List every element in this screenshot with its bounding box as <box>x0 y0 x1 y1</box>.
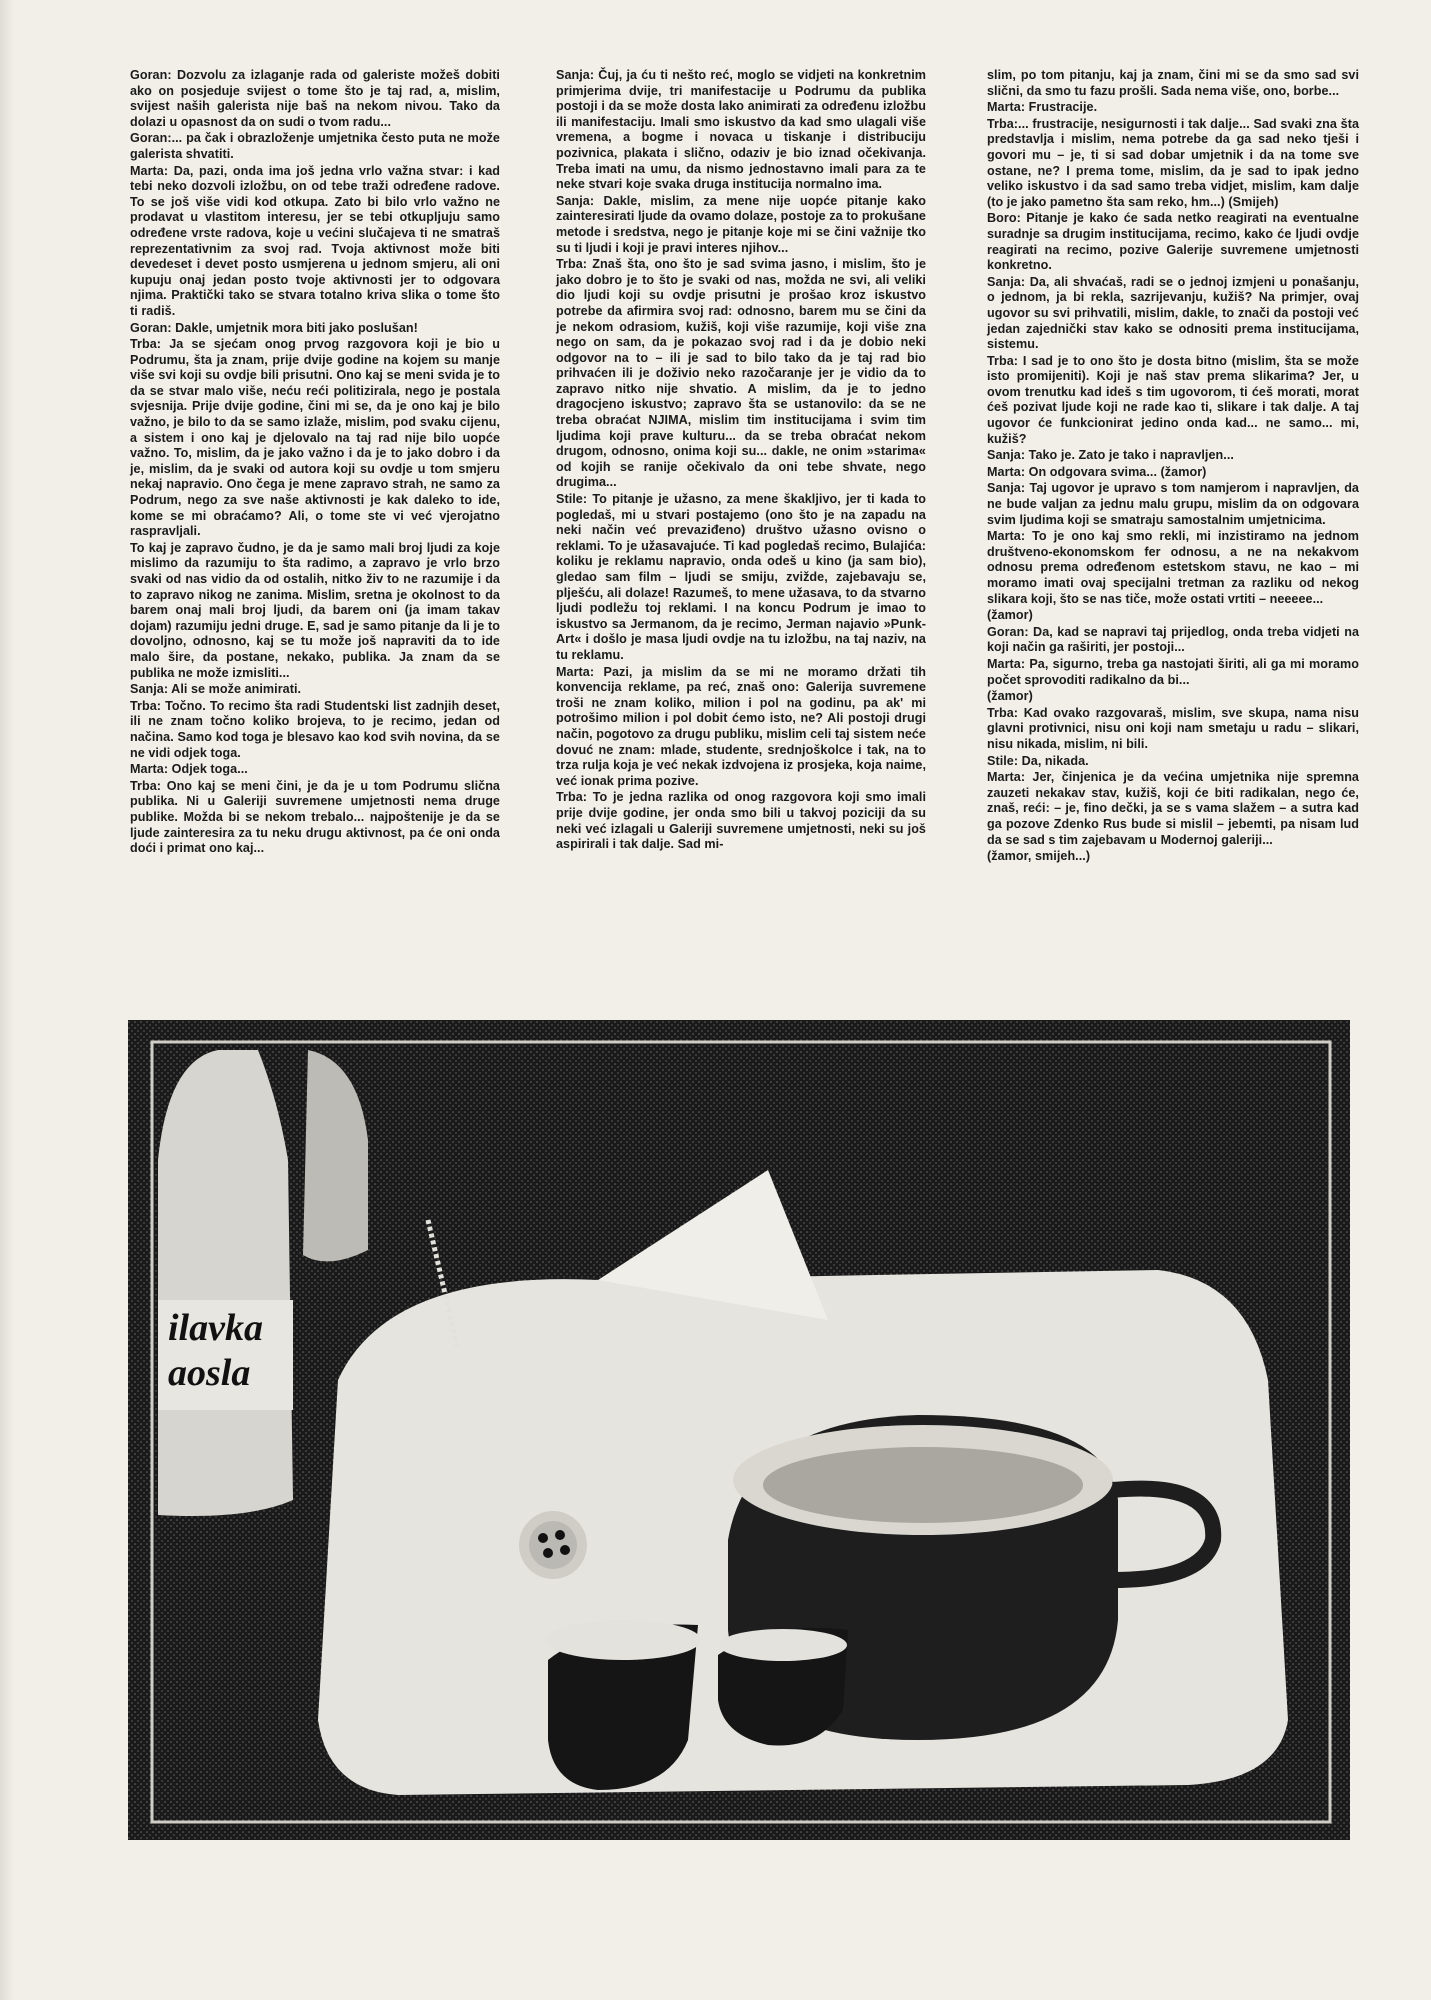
paragraph: Marta: Pa, sigurno, treba ga nastojati širiti, ali ga mi moramo počet sprovoditi radikalno da bi... <box>987 656 1359 687</box>
text-column-3 <box>987 68 1359 866</box>
paragraph: Marta: On odgovara svima... (žamor) <box>987 464 1207 479</box>
page-edge-shadow <box>0 0 14 2000</box>
paragraph: (žamor) <box>987 689 1033 704</box>
paragraph: Trba: Ono kaj se meni čini, je da je u tom Podrumu slična publika. Ni u Galeriji suvremene umjetnosti nema druge publike. Možda bi se nekom trebalo... najpoštenije je da se ljude zainteresira za tu neku drugu aktivnost, pa će oni onda doći i primat ono kaj... <box>130 778 500 856</box>
paragraph: Stile: Da, nikada. <box>987 753 1089 768</box>
paragraph: Sanja: Dakle, mislim, za mene nije uopće pitanje kako zainteresirati ljude da ovamo dolaze, postoje za to prokušane metode i sredstva, nego je pitanje koje mi se čini važnije tko su ti ljudi i koji je pravi interes njihov... <box>556 193 926 255</box>
bottle <box>158 1050 293 1516</box>
paragraph: Marta: Odjek toga... <box>130 762 248 777</box>
paragraph: Sanja: Da, ali shvaćaš, radi se o jednoj izmjeni u ponašanju, o jednom, ja bi rekla, sazrijevanju, kužiš? Na primjer, ovaj ugovor su svi prihvatili, mislim, dakle, to znači da postoji već jedan zajednički stav kako se odnositi prema institucijama, sistemu. <box>987 274 1359 352</box>
text-column-2 <box>556 68 926 854</box>
paragraph: (žamor) <box>987 608 1033 623</box>
paragraph: Sanja: Taj ugovor je upravo s tom namjerom i napravljen, da ne bude valjan za jednu malu grupu, mislim da on odgovara svim ljudima koji se smatraju samostalnim umjetnicima. <box>987 481 1359 527</box>
paragraph: Stile: To pitanje je užasno, za mene škakljivo, jer ti kada to pogledaš, mi u stvari postajemo (ono što je na zapadu na neki način već prevaziđeno) društvo užasno ovisno o reklami. To je užasavajuće. Ti kad pogledaš recimo, Bulajića: koliku je reklamu napravio, onda odeš u kino (ja sam bio), gledao sam film – ljudi se smiju, zviždе, zajebavaju se, plješću, ali dolaze! Razumeš, to mene užasava, to da stvarno ljudi podležu toj reklami. I na koncu Podrum je imao to iskustvo sa Jermanom, da je recimo, Jerman najavio »Punk-Art« i došlo je masa ljudi ovdje na tu izložbu, na taj naziv, na tu reklamu. <box>556 492 926 662</box>
paragraph: Goran: Da, kad se napravi taj prijedlog, onda treba vidjeti na koji način ga raširiti, jer postoji... <box>987 624 1359 655</box>
paragraph: Marta: Da, pazi, onda ima još jedna vrlo važna stvar: i kad tebi neko dozvoli izložbu, on od tebe traži određene radove. To se još više vidi kod otkupa. Zato bi bilo vrlo važno ne prodavat u vlastitom interesu, jer se tebi otkupljuju samo određene vrste radova, koje u većini slučajeva ti ne smatraš reprezentativnim za svoj rad. Tvoja aktivnost može biti devedeset i devet posto usmjerena u jednom smjeru, ali oni kupuju onaj jedan posto tvoje aktivnosti jer to odgovara njima. Praktički tako se stvara totalno kriva slika o tome što ti radiš. <box>130 163 500 318</box>
paragraph: Goran:... pa čak i obrazloženje umjetnika često puta ne može galerista shvatiti. <box>130 131 500 161</box>
bottle-label-line-1: ilavka <box>168 1307 263 1349</box>
paragraph: Boro: Pitanje je kako će sada netko reagirati na eventualne suradnje sa drugim institucijama, recimo, kako će ljudi ovdje reagirati na recimo, pozive Galerije suvremene umjetnosti konkretno. <box>987 211 1359 273</box>
paragraph: Marta: Frustracije. <box>987 100 1098 115</box>
paragraph: Marta: To je ono kaj smo rekli, mi inzistiramo na jednom društveno-ekonomskom fer odnosu, a ne na nekakvom odnosu prema određenom estetskom stavu, ne kao – mi moramo imati ovaj specijalni tretman za razliku od nekog slikara koji, što se nas tiče, može ostati vrtiti – neeeee... <box>987 529 1359 606</box>
paragraph: To kaj je zapravo čudno, je da je samo mali broj ljudi za koje mislimo da razumiju to šta radimo, a zapravo je vrlo brzo svaki od nas vidio da od ostalih, nitko živ to ne razumije i da to zapravo nikog ne zanima. Mislim, sretna je okolnost to da barem onaj mali broj ljudi, da barem oni (ja imam takav dojam) razumiju jedni druge. E, sad je samo pitanje da li je to dovoljno, odnosno, kaj se tu može još napraviti da to ide malo šire, da postane, nekako, publika. Ja znam da se publika ne može izmisliti... <box>130 540 500 680</box>
paragraph: Sanja: Tako je. Zato je tako i napravljen... <box>987 448 1234 463</box>
paragraph: Trba: Znaš šta, ono što je sad svima jasno, i mislim, što je jako dobro je to što je svaki od nas, možda ne svi, ali veliki dio ljudi koji su ovdje prisutni je prošao kroz iskustvo potrebe da afirmira svoj rad: odnosno, barem mu se čini da je nekom odrasiom, kužiš, koji više razumije, koji više zna nego on sam, da je pokazao svoj rad i da je dobio neki odgovor na to – ili je sad to bilo tako da je taj rad bio prihvaćen ili je doživio neko razočaranje jer je vidio da to zapravo nitko nije shvatio. A mislim, da je to jedno dragocjeno iskustvo; zapravo šta se ustanovilo: da se ne treba obraćat NJIMA, mislim tim institucijama i svim tim ljudima koji prave kulturu... da se treba obraćat nekom drugom, odnosno, onima koji su... dakle, ne onim »starima« od kojih se ranije očekivalo da oni tebe shvate, nego drugima... <box>556 257 926 490</box>
paragraph: Goran: Dozvolu za izlaganje rada od galeriste možeš dobiti ako on posjeduje svijest o tome što je taj rad, a, mislim, svijest naših galerista nije baš na nekom nivou. Tako da dolazi u opasnost da on sudi o tvom radu... <box>130 68 500 129</box>
paragraph: Trba: Ja se sjećam onog prvog razgovora koji je bio u Podrumu, šta ja znam, prije dvije godine na kojem su manje više svi koji su ovdje bili prisutni. Ono kaj se meni svida je to da se stvar malo više, neću reći politizirala, nego je postala svjesnija. Prije dvije godine, čini mi se, da je ono kaj je bilo važno, je bilo to da se samo izlaže, mislim, pod svaku cijenu, a sistem i ono kaj je djelovalo na taj rad nije bilo uopće važno. To, mislim, da je jako važno i da je to jako dobro i da je, mislim, da je svaki od autora koji su ovdje u tom smjeru nekaj napravio. Ono čega je mene zapravo strah, ne samo za Podrum, nego za sve naše aktivnosti je kak daleko to ide, kome se mi obraćamo? Ali, o tome ste vi već vjerojatno raspravljali. <box>130 337 500 539</box>
paragraph: Sanja: Ali se može animirati. <box>130 682 302 697</box>
paragraph: Trba: To je jedna razlika od onog razgovora koji smo imali prije dvije godine, jer onda smo bili u takvoj poziciji da su neki već izlagali u Galeriji suvremene umjetnosti, neki su još aspirirali i tak dalje. Sad mi- <box>556 790 926 852</box>
sink-photo-illustration <box>128 1020 1350 1840</box>
paragraph: Sanja: Čuj, ja ću ti nešto reć, moglo se vidjeti na konkretnim primjerima dvije, tri manifestacije u Podrumu da publika postoji i da se može dosta lako animirati za određenu izložbu ili manifestaciju. Imali smo iskustvo da kad smo ulagali više vremena, a bogme i novaca u tiskanje i distribuciju pozivnica, plakata i slično, odaziv je bio iznad očekivanja. Treba imati na umu, da nismo jednostavno imali para za te neke stvari koje svaka druga institucija normalno ima. <box>556 68 926 192</box>
paragraph: Marta: Jer, činjenica je da većina umjetnika nije spremna zauzeti nekakav stav, kužiš, koji će biti radikalan, nego će, znaš, reći: – je, fino dečki, ja se s vama slažem – a sutra kad ga pozove Zdenko Rus bude si mislil – jebemti, pa nisam lud da se sad s tim zajebavam u Modernoj galeriji... <box>987 770 1359 847</box>
paragraph: Trba: I sad je to ono što je dosta bitno (mislim, šta se može isto promijeniti). Koji je naš stav prema slikarima? Jer, u ovom trenutku kad ideš s tim ugovorom, ti ćeš morati, morat ćeš pozivat ljude koji ne rade kao ti, slikare i tak dalje. A taj ugovor će funkcionirat jedino onda kad... ne samo... mi, kužiš? <box>987 353 1359 446</box>
paragraph: Goran: Dakle, umjetnik mora biti jako poslušan! <box>130 320 418 335</box>
text-column-1 <box>130 68 500 858</box>
bottle-label-line-2: aosla <box>168 1352 251 1394</box>
paragraph: Trba: Kad ovako razgovaraš, mislim, sve skupa, nama nisu glavni protivnici, nisu oni koji nam smetaju u radu – slikari, nisu nikada, mislim, ni bili. <box>987 705 1359 751</box>
sink-photograph <box>128 1020 1350 1840</box>
paragraph: Trba:... frustracije, nesigurnosti i tak dalje... Sad svaki zna šta predstavlja i mislim, nema potrebe da ga sad neko tješi i govori mu – je, ti si sad dobar umjetnik i da na tome sve ostane, ne? I prema tome, mislim, da je sad to ipak jedno veliko iskustvo i da sad samo treba vidjet, mislim, kam dalje (to je jako pametno šta sam reko, hm...) (Smijeh) <box>987 116 1359 209</box>
paragraph: slim, po tom pitanju, kaj ja znam, čini mi se da smo sad svi slični, da smo tu fazu prošli. Sada nema više, ono, borbe... <box>987 68 1359 98</box>
paragraph: Trba: Točno. To recimo šta radi Studentski list zadnjih deset, ili ne znam točno koliko brojeva, to je recimo, jedan od načina. Samo kod toga je blesavo kao kod svih novina, da se ne vidi odjek toga. <box>130 698 500 760</box>
paragraph: Marta: Pazi, ja mislim da se mi ne moramo držati tih konvencija reklame, pa reć, znaš ono: Galerija suvremene troši ne znam koliko, milion i pol na godinu, pa ak' mi potrošimo milion i pol dobit ćemo isto, ne? Ali postoji drugi način, pogotovo za drugu publiku, mislim celi taj sistem neće dovuć ne znam: mlade, studente, srednjoškolce i tak, na to trza rulja koja je već nekak izdvojena iz prosjeka, koja naime, već ionak prima pozive. <box>556 664 926 788</box>
paragraph: (žamor, smijeh...) <box>987 849 1091 864</box>
